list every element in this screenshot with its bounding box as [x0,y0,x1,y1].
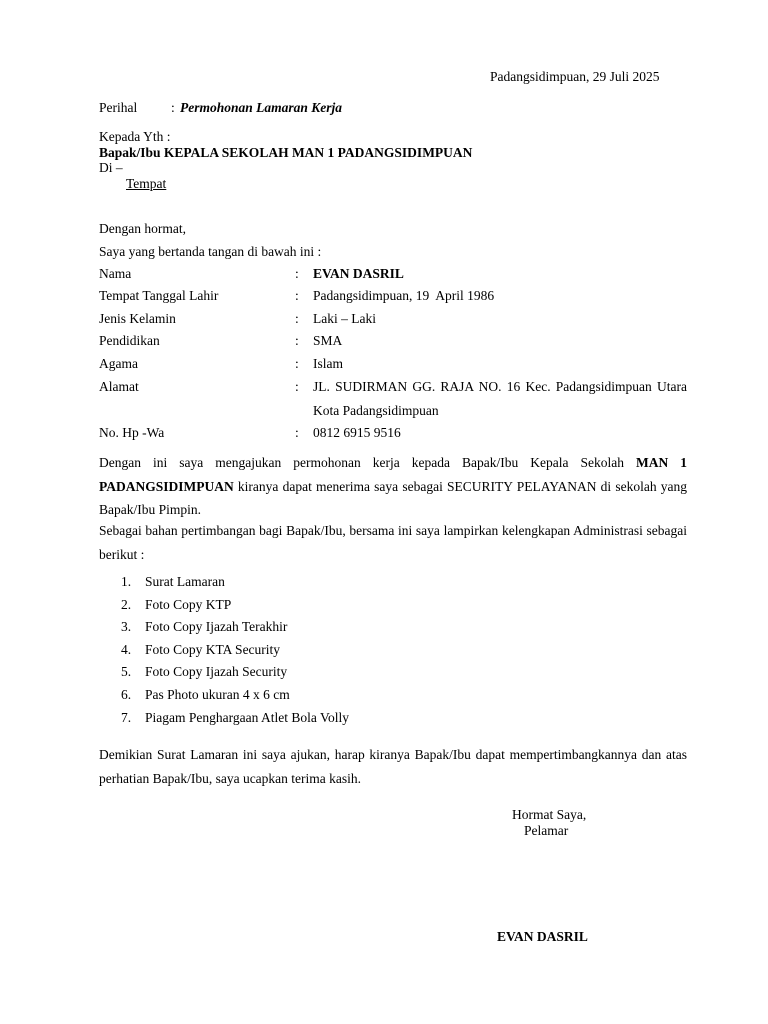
list-item [121,642,280,662]
list-item [121,619,287,639]
field-value: Laki – Laki [313,311,376,326]
field-row-nama [99,266,687,286]
field-colon: : [295,311,299,326]
field-colon: : [295,356,299,371]
field-row-ttl [99,288,687,308]
sign-role: Pelamar [524,823,569,838]
field-row-alamat [99,379,687,425]
list-item-text: Piagam Penghargaan Atlet Bola Volly [145,710,349,725]
list-item-text: Pas Photo ukuran 4 x 6 cm [145,687,290,702]
list-item [121,574,225,594]
subject-value: Permohonan Lamaran Kerja [180,100,343,115]
list-item-text: Foto Copy Ijazah Terakhir [145,619,288,634]
field-value: Padangsidimpuan, 19 April 1986 [313,288,495,303]
field-label: Tempat Tanggal Lahir [99,288,219,303]
closing-paragraph: Demikian Surat Lamaran ini saya ajukan, harap kiranya Bapak/Ibu dapat mempertimbangkannya dan atas perhatian Bapak/Ibu, saya ucapkan terima kasih. [99,747,687,786]
intro-text: Saya yang bertanda tangan di bawah ini : [99,244,322,259]
field-colon: : [295,266,299,281]
tempat: Tempat [126,176,167,191]
field-colon: : [295,379,299,394]
field-colon: : [295,288,299,303]
field-value: 0812 6915 9516 [313,425,401,440]
field-label: Pendidikan [99,333,160,348]
subject-label: Perihal [99,100,138,115]
field-colon: : [295,333,299,348]
field-label: Agama [99,356,138,371]
greeting: Dengan hormat, [99,221,186,236]
field-value: Islam [313,356,343,371]
list-item [121,597,231,617]
field-row-jenis-kelamin [99,311,687,331]
list-item-text: Foto Copy Ijazah Security [145,664,288,679]
body1-bold: MAN 1 PADANGSIDIMPUAN [99,455,687,494]
list-item-number: 6. [121,687,132,702]
list-item [121,664,287,684]
list-item-number: 3. [121,619,132,634]
body-paragraph-1 [99,451,687,522]
field-value: EVAN DASRIL [313,266,404,281]
list-item-number: 4. [121,642,132,657]
list-item-text: Foto Copy KTP [145,597,232,612]
body1-part2: kiranya dapat menerima saya sebagai SECURITY PELAYANAN di sekolah yang Bapak/Ibu Pimpin. [99,478,687,517]
field-row-hp [99,425,687,445]
field-value: SMA [313,333,343,348]
sign-regards: Hormat Saya, [512,807,587,822]
list-item-number: 2. [121,597,132,612]
sign-name: EVAN DASRIL [497,929,588,944]
field-row-agama [99,356,687,376]
field-value: JL. SUDIRMAN GG. RAJA NO. 16 Kec. Padangsidimpuan Utara Kota Padangsidimpuan [313,379,687,418]
recipient: Bapak/Ibu KEPALA SEKOLAH MAN 1 PADANGSIDIMPUAN [99,145,473,160]
field-label: Jenis Kelamin [99,311,176,326]
field-label: Nama [99,266,132,281]
list-item [121,710,349,730]
list-item-number: 7. [121,710,132,725]
body1-part1: Dengan ini saya mengajukan permohonan kerja kepada Bapak/Ibu Kepala Sekolah [99,455,636,470]
body-paragraph-2: Sebagai bahan pertimbangan bagi Bapak/Ibu, bersama ini saya lampirkan kelengkapan Administrasi sebagai berikut : [99,523,687,562]
list-item [121,687,290,707]
to-label: Kepada Yth : [99,129,171,144]
field-row-pendidikan [99,333,687,353]
list-item-text: Surat Lamaran [145,574,225,589]
place-date: Padangsidimpuan, 29 Juli 2025 [490,69,660,84]
list-item-number: 1. [121,574,132,589]
subject-colon: : [171,100,175,115]
field-label: Alamat [99,379,139,394]
di-line: Di – [99,160,123,175]
field-label: No. Hp -Wa [99,425,165,440]
list-item-text: Foto Copy KTA Security [145,642,281,657]
field-colon: : [295,425,299,440]
list-item-number: 5. [121,664,132,679]
